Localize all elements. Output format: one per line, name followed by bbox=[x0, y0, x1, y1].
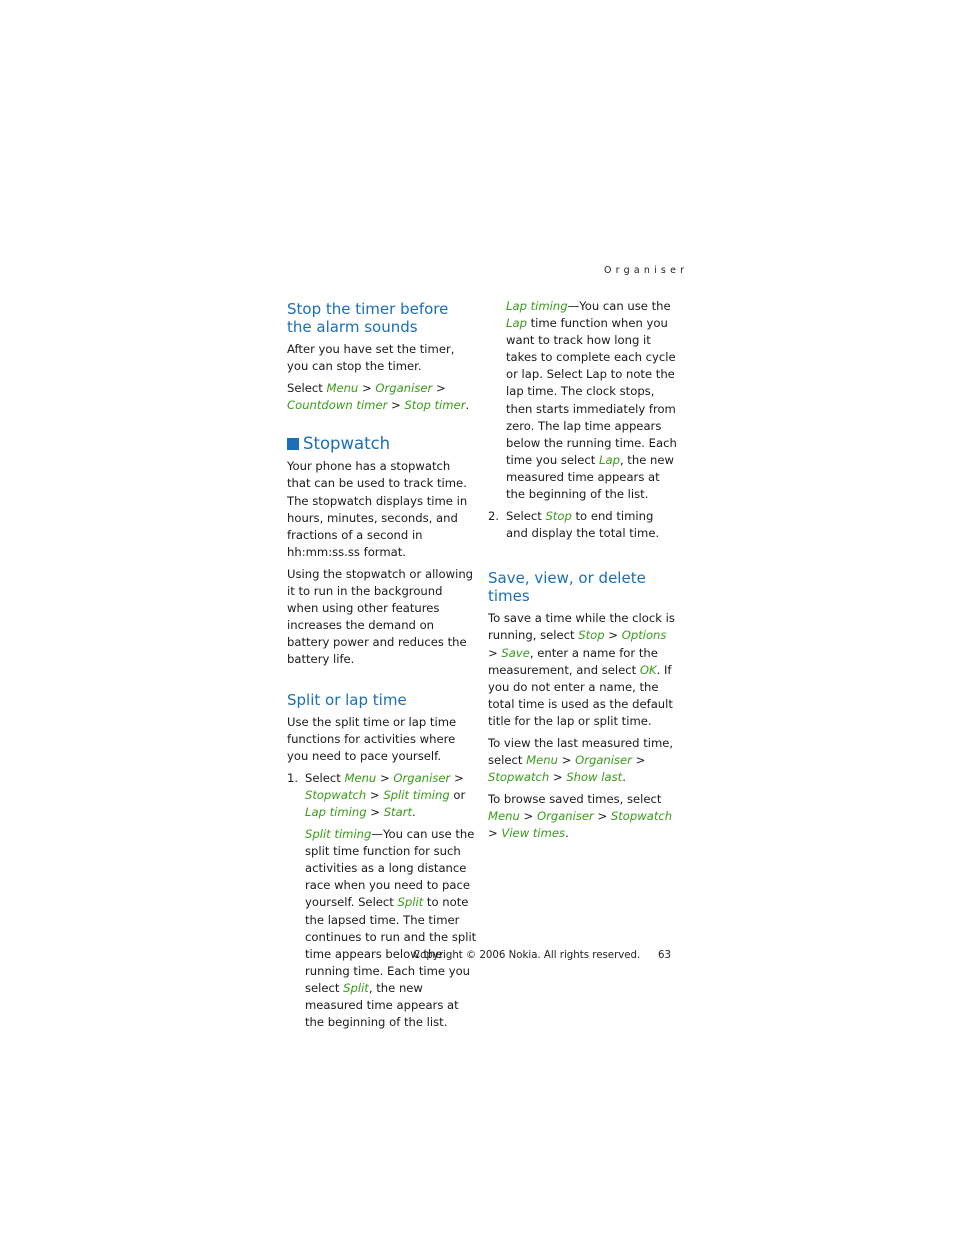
paragraph-lap-timing: Lap timing—You can use the Lap time function when you want to track how long it takes to complete each cycle or lap. Select Lap to note the lap time. The clock stops, then starts immediately from zero. The lap time appears below the running time. Each time you select Lap, the new measured time appears at the beginning of the list. bbox=[506, 299, 677, 502]
menu-term: Organiser bbox=[536, 809, 594, 824]
paragraph: To browse saved times, select Menu > Organiser > Stopwatch > View times. bbox=[488, 792, 673, 841]
paragraph: After you have set the timer, you can stop the timer. bbox=[287, 342, 455, 374]
menu-term: Organiser bbox=[375, 381, 433, 396]
menu-term: Stopwatch bbox=[305, 787, 367, 802]
heading-stopwatch: Stopwatch bbox=[287, 434, 477, 454]
menu-term: Options bbox=[621, 628, 667, 643]
menu-term: Menu bbox=[344, 770, 377, 785]
menu-term: Stop bbox=[545, 509, 572, 524]
menu-term: Split bbox=[397, 895, 424, 910]
menu-term: Lap bbox=[599, 452, 620, 467]
menu-term: View times bbox=[501, 826, 566, 841]
menu-term: Menu bbox=[326, 381, 359, 396]
paragraph: Select Stop to end timing and display the total time. bbox=[506, 509, 660, 541]
menu-term: Show last bbox=[566, 770, 623, 785]
menu-term: Stop bbox=[578, 628, 605, 643]
list-item bbox=[488, 508, 678, 547]
menu-term: Organiser bbox=[393, 770, 451, 785]
paragraph: Using the stopwatch or allowing it to run in the background when using other features increases the demand on battery power and reduces the battery life. bbox=[287, 566, 474, 667]
heading-stop-timer: Stop the timer before the alarm sounds bbox=[287, 300, 449, 336]
square-bullet-icon bbox=[287, 438, 299, 450]
heading-split-lap: Split or lap time bbox=[287, 690, 407, 709]
menu-term: Stopwatch bbox=[610, 809, 673, 824]
menu-term: Menu bbox=[488, 809, 520, 824]
menu-term: Save bbox=[501, 645, 530, 660]
paragraph-menu-path: Select Menu > Organiser > Stopwatch > Split timing or Lap timing > Start. bbox=[305, 770, 466, 819]
left-column bbox=[287, 300, 477, 1036]
menu-term: Lap timing bbox=[506, 299, 568, 313]
menu-term: Lap timing bbox=[305, 804, 367, 819]
paragraph: Your phone has a stopwatch that can be used to track time. The stopwatch displays time in hours, minutes, seconds, and fractions of a second in hh:mm:ss.ss format. bbox=[287, 459, 468, 559]
menu-term: Split bbox=[343, 980, 369, 995]
list-item bbox=[287, 770, 477, 1036]
paragraph: Use the split time or lap time functions for activities where you need to pace yourself. bbox=[287, 714, 457, 763]
paragraph: To view the last measured time, select Menu > Organiser > Stopwatch > Show last. bbox=[488, 735, 674, 785]
running-header: Organiser bbox=[604, 265, 689, 276]
menu-term: Lap bbox=[506, 316, 527, 331]
continued-text bbox=[506, 298, 678, 503]
menu-term: Start bbox=[383, 804, 413, 819]
menu-term: Stop timer bbox=[404, 398, 466, 413]
list-number: 2. bbox=[488, 509, 500, 524]
menu-term: Split timing bbox=[305, 827, 372, 842]
paragraph: To save a time while the clock is running, select Stop > Options > Save, enter a name for the measurement, and select OK. If you do not enter a name, the total time is used as the default title for the lap or split time. bbox=[488, 611, 675, 728]
menu-term: Split timing bbox=[383, 787, 450, 802]
copyright-footer: Copyright © 2006 Nokia. All rights reserved. bbox=[413, 950, 641, 961]
menu-term: Stopwatch bbox=[488, 770, 550, 785]
menu-term: OK bbox=[639, 662, 657, 677]
page-number: 63 bbox=[658, 950, 671, 961]
menu-term: Organiser bbox=[575, 753, 632, 768]
right-column bbox=[488, 299, 678, 848]
paragraph-menu-path: Select Menu > Organiser > Countdown timer > Stop timer. bbox=[287, 381, 470, 413]
paragraph-split-timing: Split timing—You can use the split time function for such activities as a long distance race when you need to pace yourself. Select Split to note the lapsed time. The timer continues to run and the split time appears below the running time. Each time you select Split, the new measured time appears at the beginning of the list. bbox=[305, 827, 477, 1030]
heading-save-view-delete: Save, view, or delete times bbox=[488, 569, 646, 606]
menu-term: Menu bbox=[526, 753, 558, 768]
list-number: 1. bbox=[287, 770, 299, 785]
menu-term: Countdown timer bbox=[287, 398, 388, 413]
